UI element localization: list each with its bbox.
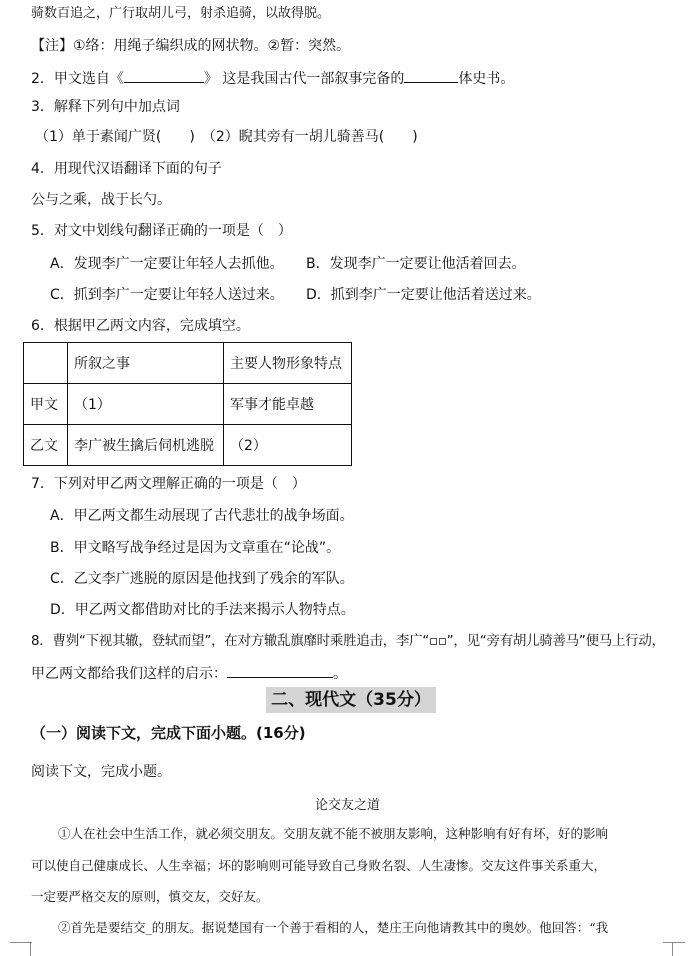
option-b: B．甲文略写战争经过是因为文章重在“论战”。 — [50, 540, 341, 556]
question-2: 2．甲文选自《 》 这是我国古代一部叙事完备的 体史书。 — [31, 68, 514, 88]
table-row — [24, 384, 352, 425]
table-cell — [24, 343, 68, 384]
table-cell: （1） — [68, 384, 224, 425]
table-cell: （2） — [224, 425, 352, 466]
question-8-prompt: 甲乙两文都给我们这样的启示： 。 — [31, 663, 347, 683]
section-title: 二、现代文（35分） — [266, 687, 436, 713]
option-b: B．发现李广一定要让他活着回去。 — [306, 256, 526, 272]
question-8: 8．曹刿“下视其辙，登轼而望”，在对方辙乱旗靡时乘胜追击，李广“▫▫”，见“旁有胡儿骑善马”便马上行动， — [31, 633, 665, 649]
question-4: 4．用现代汉语翻译下面的句子 — [31, 161, 222, 177]
top-line: 骑数百追之，广行取胡儿弓，射杀追骑，以故得脱。 — [31, 6, 331, 21]
crop-mark — [30, 942, 32, 956]
option-a: A．甲乙两文都生动展现了古代悲壮的战争场面。 — [50, 508, 354, 524]
table-cell: 乙文 — [24, 425, 68, 466]
question-3-items: （1）单于素闻广贤( ) （2）睨其旁有一胡儿骑善马( ) — [35, 129, 418, 145]
paragraph-1-line: 一定要严格交友的原则，慎交友，交好友。 — [31, 889, 269, 904]
essay-title: 论交友之道 — [314, 798, 380, 813]
question-5: 5．对文中划线句翻译正确的一项是（ ） — [31, 223, 292, 239]
question-7: 7．下列对甲乙两文理解正确的一项是（ ） — [31, 476, 306, 492]
table-header: 主要人物形象特点 — [224, 343, 352, 384]
answer-blank-3[interactable] — [227, 663, 333, 678]
option-c: C．抓到李广一定要让年轻人送过来。 — [50, 287, 284, 303]
question-6: 6．根据甲乙两文内容，完成填空。 — [31, 318, 250, 334]
crop-mark — [672, 942, 674, 956]
option-a: A．发现李广一定要让年轻人去抓他。 — [50, 256, 284, 272]
table-header: 所叙之事 — [68, 343, 224, 384]
part-title: （一）阅读下文，完成下面小题。(16分) — [31, 724, 306, 742]
option-c: C．乙文李广逃脱的原因是他找到了残余的军队。 — [50, 571, 354, 587]
fill-in-table — [23, 342, 352, 466]
answer-blank-2[interactable] — [404, 68, 458, 83]
table-row — [24, 425, 352, 466]
table-cell: 李广被生擒后伺机逃脱 — [68, 425, 224, 466]
crop-mark — [10, 942, 32, 955]
answer-blank-1[interactable] — [124, 68, 204, 83]
option-d: D．甲乙两文都借助对比的手法来揭示人物特点。 — [50, 602, 355, 618]
question-4-sentence: 公与之乘，战于长勺。 — [31, 192, 171, 208]
paragraph-2-line: ②首先是要结交_的朋友。据说楚国有一个善于看相的人，楚庄王向他请教其中的奥妙。他回答：“我 — [58, 920, 609, 935]
crop-mark — [663, 942, 685, 955]
table-cell: 甲文 — [24, 384, 68, 425]
option-d: D．抓到李广一定要让他活着送过来。 — [306, 287, 541, 303]
table-cell: 军事才能卓越 — [224, 384, 352, 425]
paragraph-1-line: 可以使自己健康成长、人生幸福；坏的影响则可能导致自己身败名裂、人生凄惨。交友这件事关系重大， — [31, 858, 607, 873]
instruction: 阅读下文，完成小题。 — [31, 764, 171, 780]
question-3: 3．解释下列句中加点词 — [31, 99, 180, 115]
table-row — [24, 343, 352, 384]
annotation-note: 【注】①络：用绳子编织成的网状物。②暂：突然。 — [31, 38, 351, 54]
paragraph-1-line: ①人在社会中生活工作，就必须交朋友。交朋友就不能不被朋友影响，这种影响有好有坏，好的影响 — [58, 826, 609, 841]
